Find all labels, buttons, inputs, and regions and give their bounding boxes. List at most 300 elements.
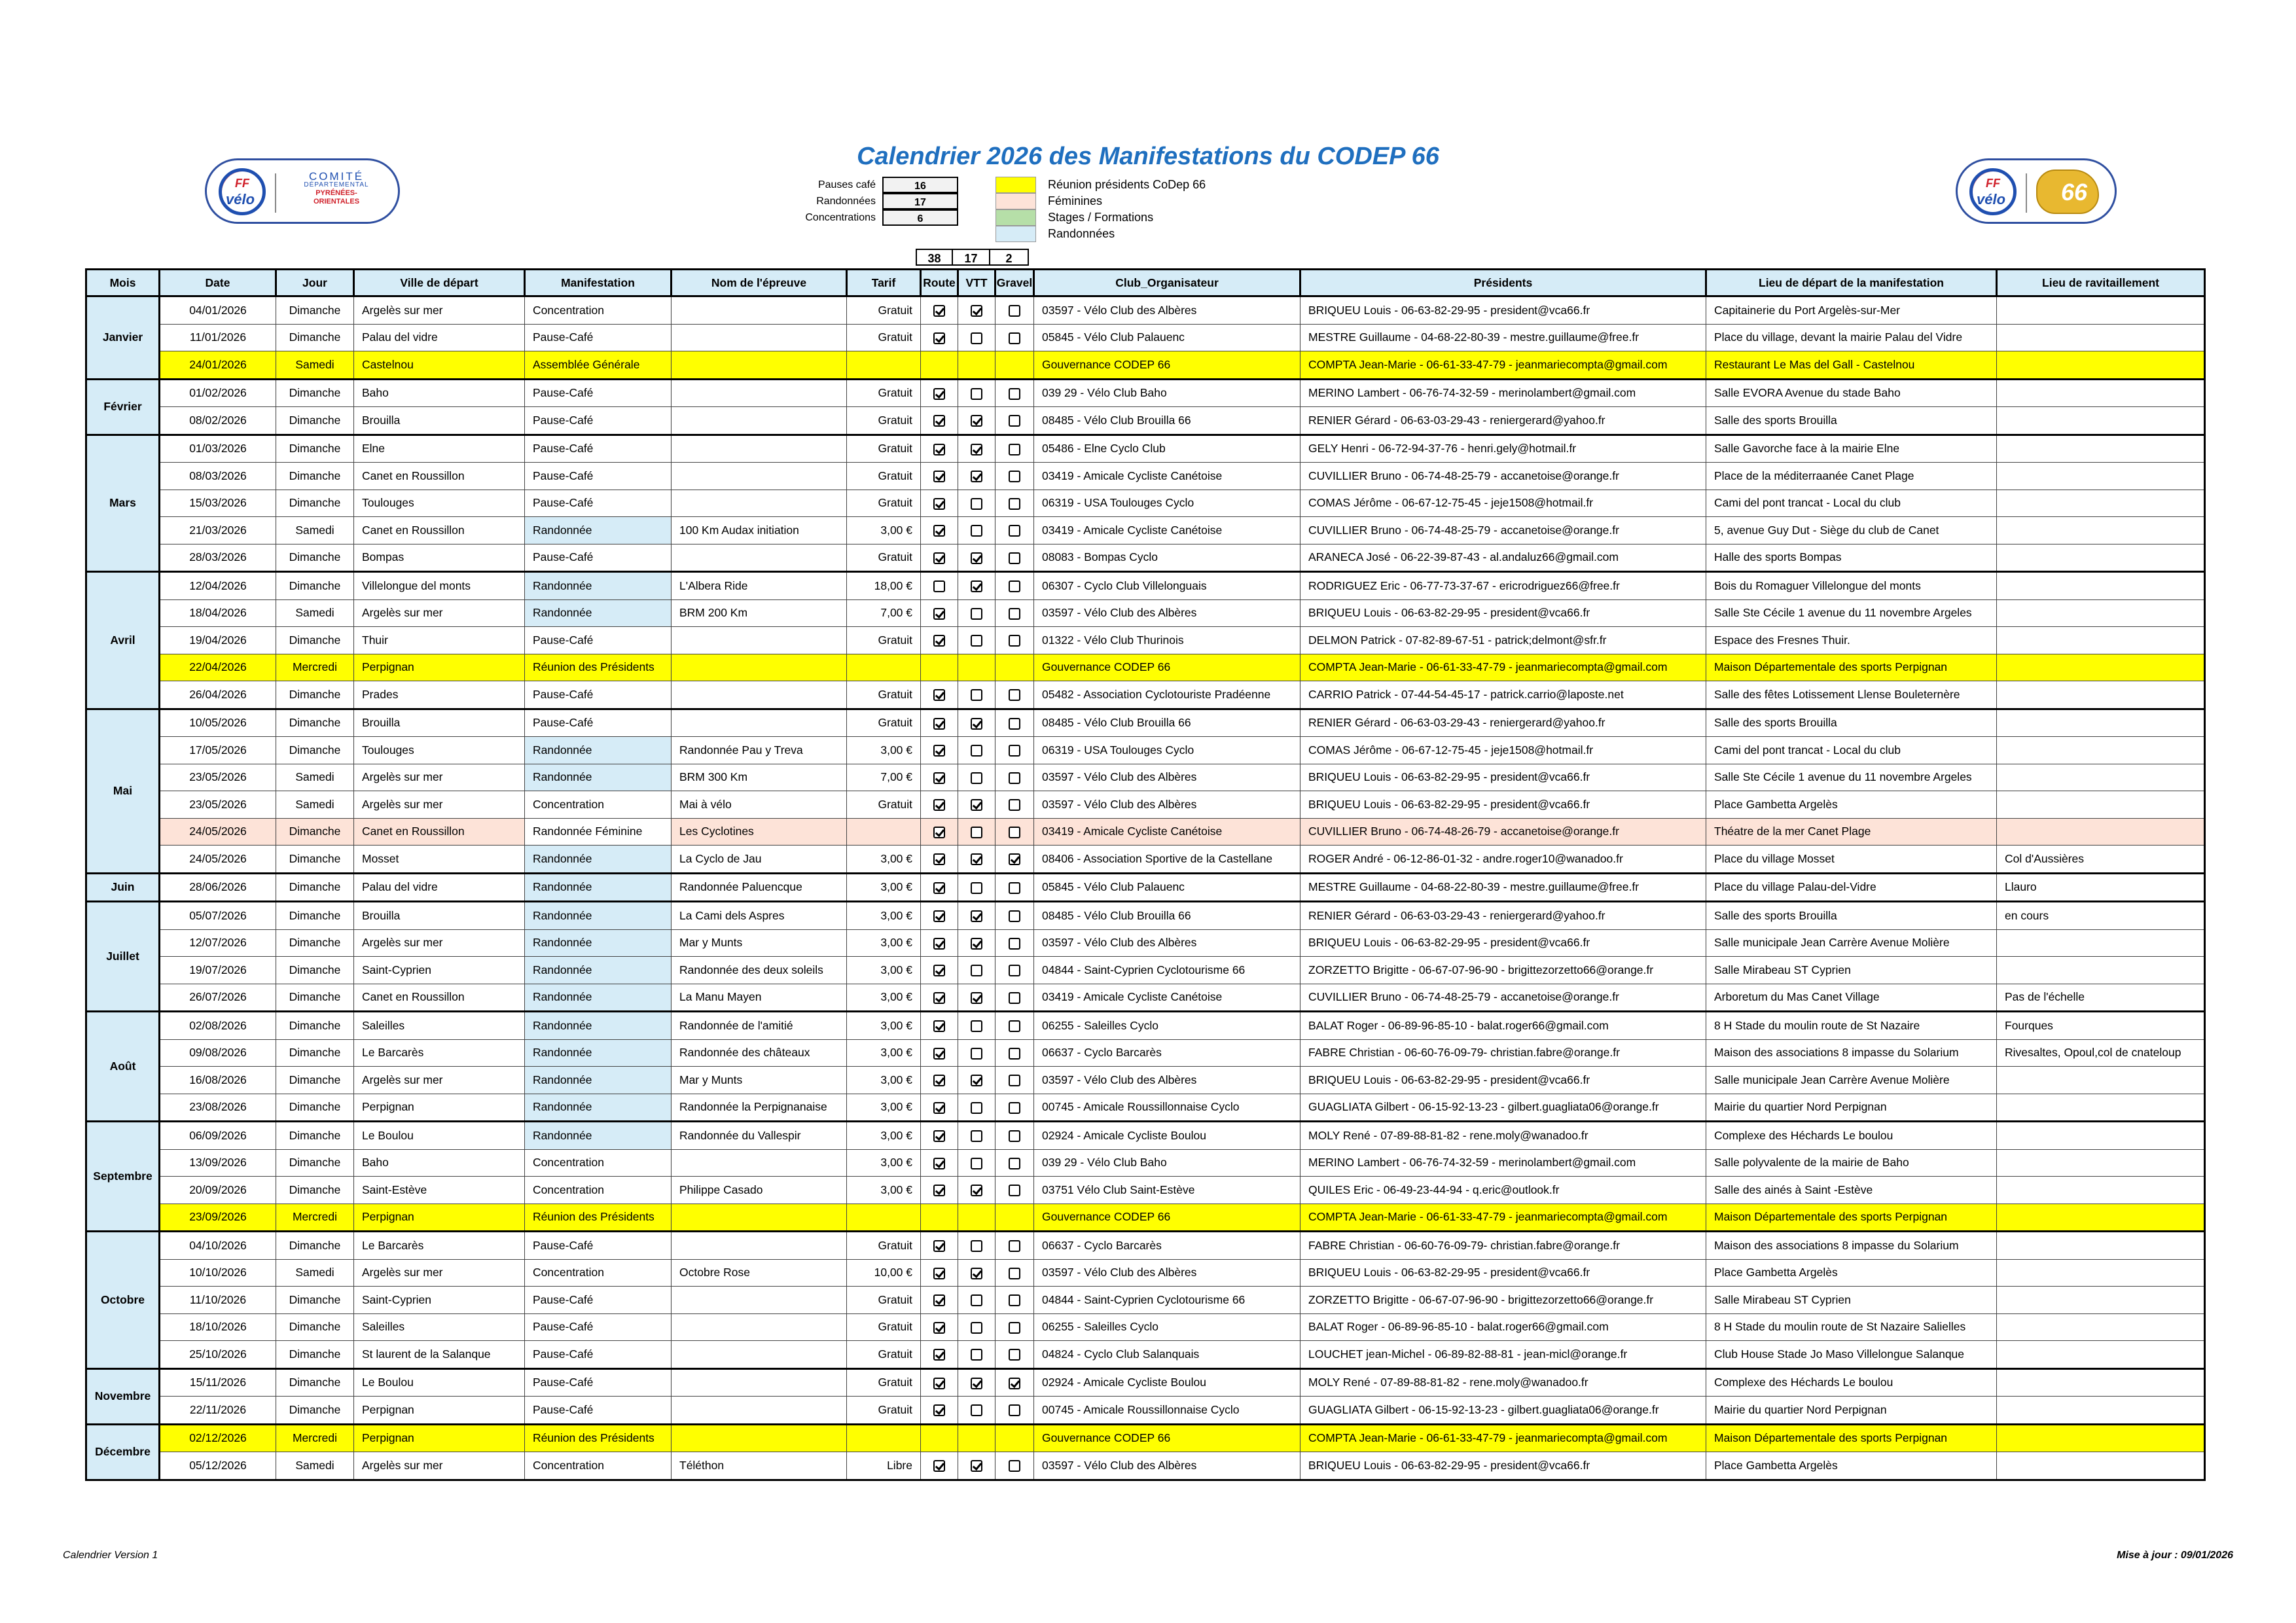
route-checkbox[interactable] <box>933 444 945 455</box>
vtt-checkbox[interactable] <box>971 910 982 922</box>
lieu-depart-cell: 8 H Stade du moulin route de St Nazaire Salielles <box>1706 1313 1997 1341</box>
table-row <box>86 1424 2205 1452</box>
vtt-cell <box>958 1094 996 1122</box>
club-cell: 02924 - Amicale Cycliste Boulou <box>1034 1122 1300 1150</box>
count-vtt: 17 <box>952 249 990 266</box>
lieu-depart-cell: Mairie du quartier Nord Perpignan <box>1706 1094 1997 1122</box>
ffvelo-emblem-icon: FF vélo <box>219 168 266 215</box>
gravel-checkbox[interactable] <box>1009 910 1020 922</box>
route-checkbox[interactable] <box>933 305 945 317</box>
ville-cell: Toulouges <box>354 737 525 764</box>
club-cell: 039 29 - Vélo Club Baho <box>1034 379 1300 407</box>
manifestation-cell: Pause-Café <box>525 544 672 572</box>
jour-cell: Dimanche <box>276 709 354 737</box>
tarif-cell: 7,00 € <box>847 599 921 627</box>
gravel-checkbox[interactable] <box>1009 745 1020 757</box>
tarif-cell: 3,00 € <box>847 902 921 930</box>
vtt-checkbox[interactable] <box>971 718 982 730</box>
vtt-checkbox[interactable] <box>971 1130 982 1142</box>
route-checkbox[interactable] <box>933 1322 945 1334</box>
date-cell: 26/04/2026 <box>160 681 276 709</box>
route-checkbox[interactable] <box>933 1240 945 1252</box>
nom-epreuve-cell: Les Cyclotines <box>672 818 847 846</box>
club-cell: 03419 - Amicale Cycliste Canétoise <box>1034 818 1300 846</box>
nom-epreuve-cell: Téléthon <box>672 1452 847 1480</box>
gravel-checkbox[interactable] <box>1009 415 1020 427</box>
club-cell: 03419 - Amicale Cycliste Canétoise <box>1034 463 1300 490</box>
route-checkbox[interactable] <box>933 1460 945 1472</box>
vtt-checkbox[interactable] <box>971 1048 982 1060</box>
route-checkbox[interactable] <box>933 965 945 976</box>
ravitaillement-cell <box>1997 296 2205 325</box>
jour-cell: Dimanche <box>276 984 354 1012</box>
date-cell: 25/10/2026 <box>160 1341 276 1369</box>
date-cell: 06/09/2026 <box>160 1122 276 1150</box>
nom-epreuve-cell: Randonnée des deux soleils <box>672 957 847 984</box>
route-checkbox[interactable] <box>933 1349 945 1361</box>
jour-cell: Dimanche <box>276 463 354 490</box>
jour-cell: Samedi <box>276 791 354 819</box>
route-checkbox[interactable] <box>933 1294 945 1306</box>
vtt-checkbox[interactable] <box>971 444 982 455</box>
route-checkbox[interactable] <box>933 992 945 1004</box>
vtt-checkbox[interactable] <box>971 332 982 344</box>
ravitaillement-cell <box>1997 379 2205 407</box>
vtt-checkbox[interactable] <box>971 1158 982 1169</box>
table-row <box>86 1177 2205 1204</box>
gravel-checkbox[interactable] <box>1009 689 1020 701</box>
col-ville: Ville de départ <box>354 270 525 296</box>
ravitaillement-cell <box>1997 681 2205 709</box>
vtt-checkbox[interactable] <box>971 827 982 838</box>
president-cell: BRIQUEU Louis - 06-63-82-29-95 - president@vca66.fr <box>1300 791 1706 819</box>
gravel-checkbox[interactable] <box>1009 1349 1020 1361</box>
gravel-cell <box>996 654 1034 681</box>
lieu-depart-cell: Place du village, devant la mairie Palau del Vidre <box>1706 324 1997 351</box>
gravel-checkbox[interactable] <box>1009 1185 1020 1196</box>
nom-epreuve-cell <box>672 1149 847 1177</box>
route-checkbox[interactable] <box>933 1020 945 1032</box>
tarif-cell: Gratuit <box>847 791 921 819</box>
vtt-cell <box>958 654 996 681</box>
gravel-checkbox[interactable] <box>1009 772 1020 784</box>
table-row <box>86 627 2205 654</box>
route-checkbox[interactable] <box>933 1048 945 1060</box>
gravel-checkbox[interactable] <box>1009 1158 1020 1169</box>
gravel-checkbox[interactable] <box>1009 1075 1020 1086</box>
vtt-checkbox[interactable] <box>971 853 982 865</box>
ravitaillement-cell <box>1997 1452 2205 1480</box>
lieu-depart-cell: Place Gambetta Argelès <box>1706 1259 1997 1287</box>
vtt-checkbox[interactable] <box>971 608 982 620</box>
route-checkbox[interactable] <box>933 853 945 865</box>
lieu-depart-cell: Maison Départementale des sports Perpignan <box>1706 654 1997 681</box>
nom-epreuve-cell: L'Albera Ride <box>672 572 847 600</box>
manifestation-cell: Randonnée <box>525 737 672 764</box>
vtt-checkbox[interactable] <box>971 799 982 811</box>
ffvelo-comite-logo: FF vélo COMITÉ DÉPARTEMENTAL PYRÉNÉES- ORIENTALES <box>205 158 400 224</box>
vtt-checkbox[interactable] <box>971 745 982 757</box>
club-cell: 06319 - USA Toulouges Cyclo <box>1034 737 1300 764</box>
route-checkbox[interactable] <box>933 1130 945 1142</box>
nom-epreuve-cell <box>672 1232 847 1260</box>
gravel-checkbox[interactable] <box>1009 498 1020 510</box>
gravel-checkbox[interactable] <box>1009 1240 1020 1252</box>
vtt-cell <box>958 957 996 984</box>
tarif-cell <box>847 654 921 681</box>
table-row <box>86 1313 2205 1341</box>
route-checkbox[interactable] <box>933 1158 945 1169</box>
gravel-checkbox[interactable] <box>1009 1378 1020 1389</box>
route-cell <box>921 1341 958 1369</box>
club-cell: 04844 - Saint-Cyprien Cyclotourisme 66 <box>1034 1287 1300 1314</box>
club-cell: 06307 - Cyclo Club Villelonguais <box>1034 572 1300 600</box>
vtt-checkbox[interactable] <box>971 1240 982 1252</box>
vtt-checkbox[interactable] <box>971 1349 982 1361</box>
calendar-body <box>86 296 2205 1480</box>
summary-label: Pauses café <box>817 179 876 190</box>
ville-cell: Palau del vidre <box>354 873 525 902</box>
manifestation-cell: Concentration <box>525 1452 672 1480</box>
lieu-depart-cell: Salle Ste Cécile 1 avenue du 11 novembre Argeles <box>1706 764 1997 791</box>
route-cell <box>921 517 958 544</box>
route-checkbox[interactable] <box>933 608 945 620</box>
jour-cell: Dimanche <box>276 1039 354 1067</box>
president-cell: COMPTA Jean-Marie - 06-61-33-47-79 - jeanmariecompta@gmail.com <box>1300 1204 1706 1232</box>
ravitaillement-cell <box>1997 957 2205 984</box>
date-cell: 15/03/2026 <box>160 490 276 517</box>
ravitaillement-cell <box>1997 517 2205 544</box>
route-cell <box>921 1259 958 1287</box>
ville-cell: Argelès sur mer <box>354 1067 525 1094</box>
nom-epreuve-cell <box>672 407 847 435</box>
president-cell: GUAGLIATA Gilbert - 06-15-92-13-23 - gilbert.guagliata06@orange.fr <box>1300 1397 1706 1425</box>
gravel-checkbox[interactable] <box>1009 635 1020 647</box>
manifestation-cell: Concentration <box>525 1177 672 1204</box>
vtt-checkbox[interactable] <box>971 1268 982 1279</box>
vtt-checkbox[interactable] <box>971 772 982 784</box>
nom-epreuve-cell: Mar y Munts <box>672 1067 847 1094</box>
vtt-checkbox[interactable] <box>971 305 982 317</box>
nom-epreuve-cell <box>672 463 847 490</box>
club-cell: 039 29 - Vélo Club Baho <box>1034 1149 1300 1177</box>
ville-cell: Le Barcarès <box>354 1039 525 1067</box>
route-checkbox[interactable] <box>933 1102 945 1114</box>
vtt-cell <box>958 929 996 957</box>
vtt-checkbox[interactable] <box>971 525 982 537</box>
gravel-cell <box>996 1067 1034 1094</box>
vtt-cell <box>958 984 996 1012</box>
table-row <box>86 1122 2205 1150</box>
date-cell: 05/12/2026 <box>160 1452 276 1480</box>
footer-version: Calendrier Version 1 <box>63 1550 158 1561</box>
ville-cell: Villelongue del monts <box>354 572 525 600</box>
jour-cell: Samedi <box>276 351 354 380</box>
gravel-checkbox[interactable] <box>1009 799 1020 811</box>
club-cell: 01322 - Vélo Club Thurinois <box>1034 627 1300 654</box>
gravel-checkbox[interactable] <box>1009 1460 1020 1472</box>
gravel-checkbox[interactable] <box>1009 608 1020 620</box>
lieu-depart-cell: Cami del pont trancat - Local du club <box>1706 490 1997 517</box>
president-cell: BRIQUEU Louis - 06-63-82-29-95 - president@vca66.fr <box>1300 1067 1706 1094</box>
tarif-cell: Gratuit <box>847 379 921 407</box>
route-cell <box>921 1397 958 1425</box>
route-checkbox[interactable] <box>933 910 945 922</box>
gravel-checkbox[interactable] <box>1009 853 1020 865</box>
vtt-cell <box>958 1067 996 1094</box>
date-cell: 12/04/2026 <box>160 572 276 600</box>
gravel-checkbox[interactable] <box>1009 1130 1020 1142</box>
vtt-cell <box>958 873 996 902</box>
president-cell: COMPTA Jean-Marie - 06-61-33-47-79 - jeanmariecompta@gmail.com <box>1300 351 1706 380</box>
president-cell: CUVILLIER Bruno - 06-74-48-25-79 - accanetoise@orange.fr <box>1300 463 1706 490</box>
vtt-checkbox[interactable] <box>971 388 982 400</box>
vtt-checkbox[interactable] <box>971 415 982 427</box>
gravel-cell <box>996 296 1034 325</box>
vtt-cell <box>958 709 996 737</box>
lieu-depart-cell: Salle Ste Cécile 1 avenue du 11 novembre Argeles <box>1706 599 1997 627</box>
route-checkbox[interactable] <box>933 882 945 894</box>
vtt-checkbox[interactable] <box>971 689 982 701</box>
route-checkbox[interactable] <box>933 332 945 344</box>
manifestation-cell: Pause-Café <box>525 324 672 351</box>
month-cell: Août <box>86 1012 160 1122</box>
date-cell: 10/10/2026 <box>160 1259 276 1287</box>
vtt-checkbox[interactable] <box>971 1185 982 1196</box>
gravel-checkbox[interactable] <box>1009 1102 1020 1114</box>
lieu-depart-cell: Arboretum du Mas Canet Village <box>1706 984 1997 1012</box>
gravel-checkbox[interactable] <box>1009 827 1020 838</box>
vtt-cell <box>958 1177 996 1204</box>
route-checkbox[interactable] <box>933 388 945 400</box>
club-cell: 08485 - Vélo Club Brouilla 66 <box>1034 709 1300 737</box>
gravel-cell <box>996 737 1034 764</box>
lieu-depart-cell: Salle des ainés à Saint -Estève <box>1706 1177 1997 1204</box>
club-cell: 08406 - Association Sportive de la Castellane <box>1034 846 1300 874</box>
club-cell: Gouvernance CODEP 66 <box>1034 1204 1300 1232</box>
vtt-cell <box>958 435 996 463</box>
gravel-cell <box>996 1204 1034 1232</box>
jour-cell: Dimanche <box>276 572 354 600</box>
ravitaillement-cell: Llauro <box>1997 873 2205 902</box>
lieu-depart-cell: Place de la méditerraanée Canet Plage <box>1706 463 1997 490</box>
vtt-checkbox[interactable] <box>971 1322 982 1334</box>
date-cell: 01/02/2026 <box>160 379 276 407</box>
vtt-checkbox[interactable] <box>971 635 982 647</box>
lieu-depart-cell: Salle des sports Brouilla <box>1706 709 1997 737</box>
gravel-checkbox[interactable] <box>1009 525 1020 537</box>
gravel-cell <box>996 791 1034 819</box>
table-row <box>86 1039 2205 1067</box>
vtt-checkbox[interactable] <box>971 498 982 510</box>
tarif-cell: Gratuit <box>847 490 921 517</box>
vtt-cell <box>958 737 996 764</box>
vtt-cell <box>958 1341 996 1369</box>
club-cell: 08485 - Vélo Club Brouilla 66 <box>1034 407 1300 435</box>
table-row <box>86 1397 2205 1425</box>
gravel-checkbox[interactable] <box>1009 1322 1020 1334</box>
route-checkbox[interactable] <box>933 799 945 811</box>
table-row <box>86 407 2205 435</box>
gravel-checkbox[interactable] <box>1009 1268 1020 1279</box>
vtt-checkbox[interactable] <box>971 580 982 592</box>
nom-epreuve-cell: BRM 200 Km <box>672 599 847 627</box>
nom-epreuve-cell: Mar y Munts <box>672 929 847 957</box>
gravel-cell <box>996 929 1034 957</box>
vtt-checkbox[interactable] <box>971 1378 982 1389</box>
route-checkbox[interactable] <box>933 718 945 730</box>
president-cell: MESTRE Guillaume - 04-68-22-80-39 - mestre.guillaume@free.fr <box>1300 324 1706 351</box>
nom-epreuve-cell: BRM 300 Km <box>672 764 847 791</box>
route-checkbox[interactable] <box>933 1075 945 1086</box>
manifestation-cell: Pause-Café <box>525 681 672 709</box>
jour-cell: Dimanche <box>276 1094 354 1122</box>
ville-cell: Canet en Roussillon <box>354 984 525 1012</box>
route-checkbox[interactable] <box>933 772 945 784</box>
route-checkbox[interactable] <box>933 1404 945 1416</box>
gravel-checkbox[interactable] <box>1009 332 1020 344</box>
gravel-checkbox[interactable] <box>1009 552 1020 564</box>
manifestation-cell: Randonnée <box>525 599 672 627</box>
vtt-checkbox[interactable] <box>971 552 982 564</box>
legend-label: Féminines <box>1048 194 1103 207</box>
vtt-checkbox[interactable] <box>971 1075 982 1086</box>
vtt-checkbox[interactable] <box>971 938 982 950</box>
president-cell: COMPTA Jean-Marie - 06-61-33-47-79 - jeanmariecompta@gmail.com <box>1300 654 1706 681</box>
col-ravitaillement: Lieu de ravitaillement <box>1997 270 2205 296</box>
vtt-cell <box>958 791 996 819</box>
jour-cell: Samedi <box>276 764 354 791</box>
vtt-checkbox[interactable] <box>971 1404 982 1416</box>
ravitaillement-cell <box>1997 1204 2205 1232</box>
route-cell <box>921 846 958 874</box>
gravel-checkbox[interactable] <box>1009 1404 1020 1416</box>
table-row <box>86 1012 2205 1040</box>
vtt-checkbox[interactable] <box>971 1020 982 1032</box>
gravel-checkbox[interactable] <box>1009 1294 1020 1306</box>
route-checkbox[interactable] <box>933 580 945 592</box>
table-row <box>86 818 2205 846</box>
tarif-cell: Gratuit <box>847 1341 921 1369</box>
route-checkbox[interactable] <box>933 1185 945 1196</box>
date-cell: 08/03/2026 <box>160 463 276 490</box>
gravel-checkbox[interactable] <box>1009 992 1020 1004</box>
gravel-checkbox[interactable] <box>1009 1020 1020 1032</box>
tarif-cell: 3,00 € <box>847 1122 921 1150</box>
route-checkbox[interactable] <box>933 827 945 838</box>
vtt-checkbox[interactable] <box>971 471 982 482</box>
date-cell: 02/08/2026 <box>160 1012 276 1040</box>
gravel-checkbox[interactable] <box>1009 718 1020 730</box>
ravitaillement-cell <box>1997 407 2205 435</box>
ville-cell: Saint-Cyprien <box>354 1287 525 1314</box>
date-cell: 24/05/2026 <box>160 818 276 846</box>
month-cell: Avril <box>86 572 160 709</box>
route-checkbox[interactable] <box>933 745 945 757</box>
route-cell <box>921 681 958 709</box>
jour-cell: Dimanche <box>276 296 354 325</box>
route-checkbox[interactable] <box>933 635 945 647</box>
president-cell: GELY Henri - 06-72-94-37-76 - henri.gely@hotmail.fr <box>1300 435 1706 463</box>
jour-cell: Dimanche <box>276 737 354 764</box>
date-cell: 04/10/2026 <box>160 1232 276 1260</box>
vtt-checkbox[interactable] <box>971 1460 982 1472</box>
nom-epreuve-cell: Randonnée Paluencque <box>672 873 847 902</box>
ravitaillement-cell <box>1997 1341 2205 1369</box>
manifestation-cell: Randonnée Féminine <box>525 818 672 846</box>
jour-cell: Mercredi <box>276 654 354 681</box>
gravel-checkbox[interactable] <box>1009 965 1020 976</box>
date-cell: 23/05/2026 <box>160 791 276 819</box>
route-checkbox[interactable] <box>933 1268 945 1279</box>
route-checkbox[interactable] <box>933 938 945 950</box>
vtt-checkbox[interactable] <box>971 965 982 976</box>
lieu-depart-cell: Salle municipale Jean Carrère Avenue Molière <box>1706 1067 1997 1094</box>
manifestation-cell: Randonnée <box>525 517 672 544</box>
manifestation-cell: Randonnée <box>525 902 672 930</box>
vtt-checkbox[interactable] <box>971 1102 982 1114</box>
gravel-checkbox[interactable] <box>1009 305 1020 317</box>
col-route: Route <box>921 270 958 296</box>
route-checkbox[interactable] <box>933 552 945 564</box>
route-checkbox[interactable] <box>933 471 945 482</box>
ravitaillement-cell: Fourques <box>1997 1012 2205 1040</box>
route-checkbox[interactable] <box>933 689 945 701</box>
vtt-cell <box>958 627 996 654</box>
nom-epreuve-cell <box>672 1397 847 1425</box>
club-cell: 04844 - Saint-Cyprien Cyclotourisme 66 <box>1034 957 1300 984</box>
gravel-checkbox[interactable] <box>1009 580 1020 592</box>
vtt-checkbox[interactable] <box>971 992 982 1004</box>
route-checkbox[interactable] <box>933 1378 945 1389</box>
manifestation-cell: Randonnée <box>525 1094 672 1122</box>
ville-cell: Mosset <box>354 846 525 874</box>
club-cell: 05845 - Vélo Club Palauenc <box>1034 873 1300 902</box>
date-cell: 09/08/2026 <box>160 1039 276 1067</box>
gravel-checkbox[interactable] <box>1009 882 1020 894</box>
vtt-checkbox[interactable] <box>971 882 982 894</box>
route-checkbox[interactable] <box>933 525 945 537</box>
nom-epreuve-cell <box>672 544 847 572</box>
route-cell <box>921 1452 958 1480</box>
route-cell <box>921 1232 958 1260</box>
ravitaillement-cell <box>1997 709 2205 737</box>
gravel-checkbox[interactable] <box>1009 1048 1020 1060</box>
ville-cell: Prades <box>354 681 525 709</box>
table-row <box>86 435 2205 463</box>
gravel-checkbox[interactable] <box>1009 938 1020 950</box>
gravel-cell <box>996 1452 1034 1480</box>
tarif-cell: 3,00 € <box>847 1149 921 1177</box>
president-cell: BRIQUEU Louis - 06-63-82-29-95 - president@vca66.fr <box>1300 764 1706 791</box>
manifestation-cell: Concentration <box>525 296 672 325</box>
gravel-checkbox[interactable] <box>1009 471 1020 482</box>
lieu-depart-cell: Place Gambetta Argelès <box>1706 791 1997 819</box>
gravel-checkbox[interactable] <box>1009 444 1020 455</box>
gravel-checkbox[interactable] <box>1009 388 1020 400</box>
ravitaillement-cell: Pas de l'échelle <box>1997 984 2205 1012</box>
legend-swatch-feminines <box>996 193 1036 209</box>
manifestation-cell: Pause-Café <box>525 709 672 737</box>
date-cell: 12/07/2026 <box>160 929 276 957</box>
route-checkbox[interactable] <box>933 415 945 427</box>
manifestation-cell: Concentration <box>525 791 672 819</box>
vtt-checkbox[interactable] <box>971 1294 982 1306</box>
table-row <box>86 599 2205 627</box>
route-checkbox[interactable] <box>933 498 945 510</box>
route-cell <box>921 1177 958 1204</box>
table-row <box>86 1094 2205 1122</box>
